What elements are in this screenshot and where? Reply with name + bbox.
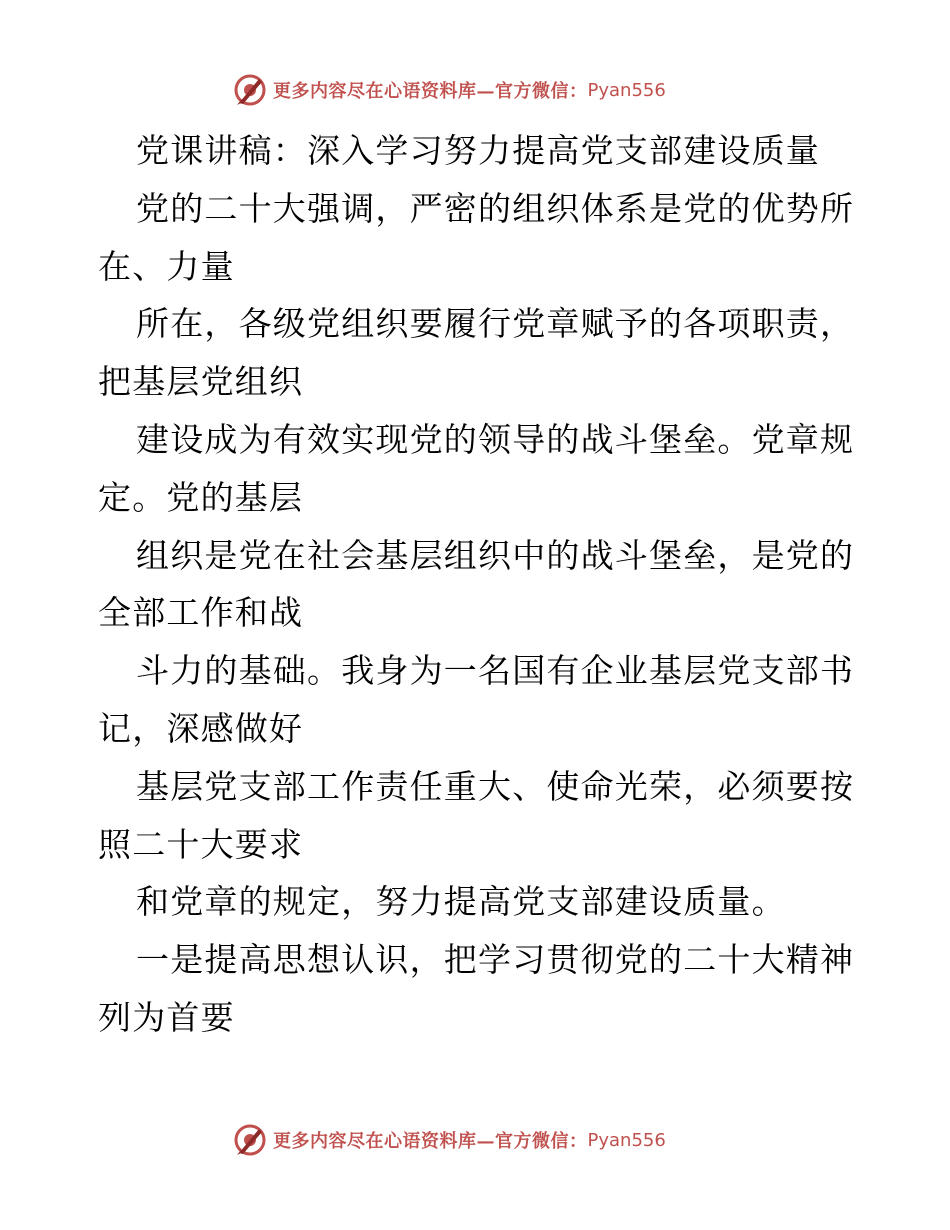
paragraph-line: 一是提高思想认识，把学习贯彻党的二十大精神 [136, 940, 855, 980]
banner-text: 更多内容尽在心语资料库—官方微信： [273, 81, 588, 102]
wechat-id: Pyan556 [587, 79, 666, 101]
paragraph-line: 基层党支部工作责任重大、使命光荣，必须要按 [136, 766, 855, 806]
document-body [98, 122, 858, 1047]
paragraph-line: 把基层党组织 [98, 362, 304, 402]
paragraph-line: 在、力量 [98, 246, 235, 286]
quill-pen-logo-icon [233, 1123, 267, 1157]
document-title: 党课讲稿：深入学习努力提高党支部建设质量 [136, 131, 820, 170]
quill-pen-logo-icon [233, 73, 267, 107]
paragraph-line: 所在，各级党组织要履行党章赋予的各项职责， [136, 304, 855, 344]
footer-banner [233, 1122, 666, 1158]
paragraph-line: 定。党的基层 [98, 477, 304, 517]
paragraph-line: 和党章的规定，努力提高党支部建设质量。 [136, 882, 786, 922]
wechat-id: Pyan556 [587, 1129, 666, 1151]
paragraph-line: 照二十大要求 [98, 824, 304, 864]
paragraph-line: 记，深感做好 [98, 708, 304, 748]
paragraph-line: 组织是党在社会基层组织中的战斗堡垒，是党的 [136, 535, 855, 575]
paragraph-line: 斗力的基础。我身为一名国有企业基层党支部书 [136, 651, 855, 691]
banner-text: 更多内容尽在心语资料库—官方微信： [273, 1131, 588, 1152]
paragraph-line: 列为首要 [98, 997, 235, 1037]
paragraph-line: 党的二十大强调，严密的组织体系是党的优势所 [136, 188, 855, 228]
header-banner [233, 72, 666, 108]
paragraph-line: 全部工作和战 [98, 593, 304, 633]
paragraph-line: 建设成为有效实现党的领导的战斗堡垒。党章规 [136, 419, 855, 459]
